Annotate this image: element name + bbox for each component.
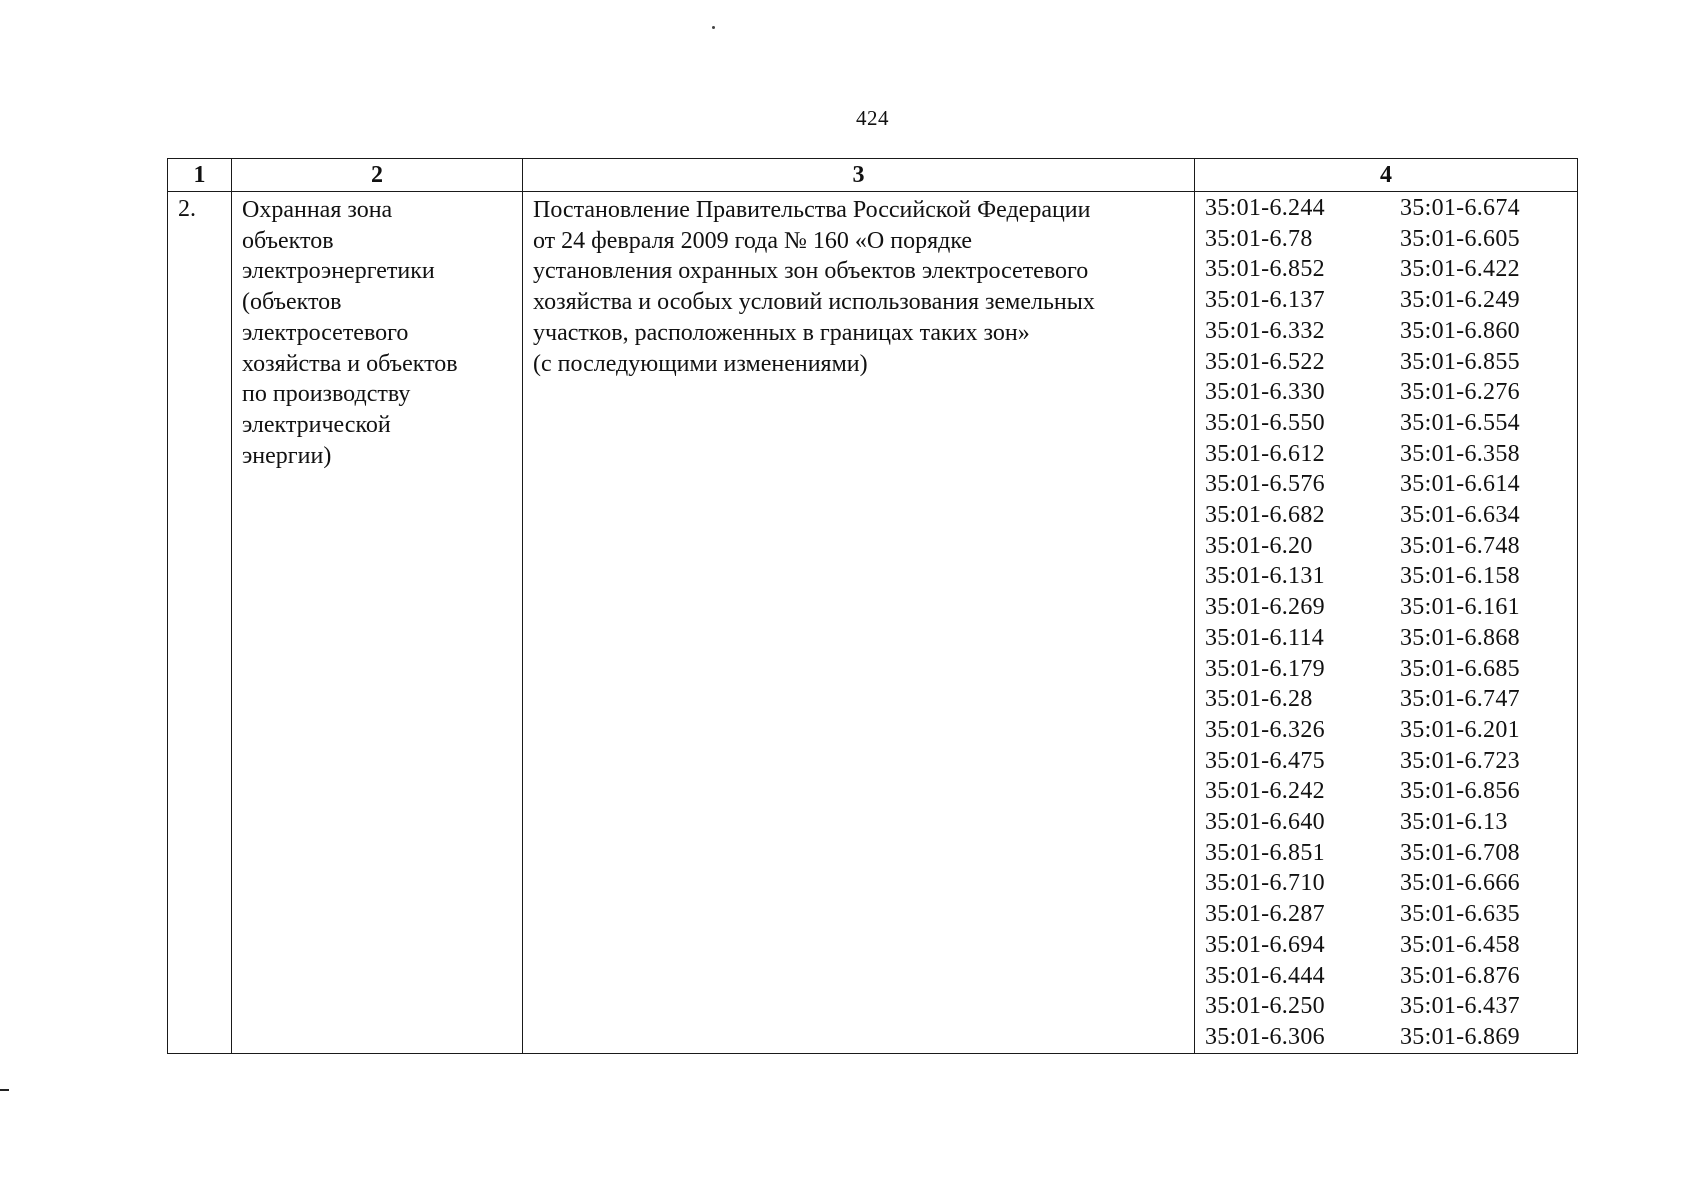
table-header-row xyxy=(168,159,1578,192)
zone-code: 35:01-6.161 xyxy=(1400,594,1520,621)
zone-code: 35:01-6.131 xyxy=(1205,563,1325,590)
zone-code: 35:01-6.20 xyxy=(1205,532,1313,559)
zone-code: 35:01-6.242 xyxy=(1205,778,1325,805)
zone-code: 35:01-6.685 xyxy=(1400,655,1520,682)
table-row xyxy=(168,192,1578,1054)
zone-code: 35:01-6.358 xyxy=(1400,440,1520,467)
zone-code: 35:01-6.666 xyxy=(1400,870,1520,897)
zone-code: 35:01-6.550 xyxy=(1205,409,1325,436)
zone-code: 35:01-6.330 xyxy=(1205,379,1325,406)
zone-code: 35:01-6.554 xyxy=(1400,409,1520,436)
zone-code: 35:01-6.876 xyxy=(1400,962,1520,989)
zone-code: 35:01-6.276 xyxy=(1400,379,1520,406)
zones-table xyxy=(167,158,1578,1054)
zone-code: 35:01-6.694 xyxy=(1205,931,1325,958)
zone-code: 35:01-6.249 xyxy=(1400,287,1520,314)
zone-code: 35:01-6.708 xyxy=(1400,839,1520,866)
zone-code: 35:01-6.244 xyxy=(1205,195,1325,221)
zone-code: 35:01-6.158 xyxy=(1400,563,1520,590)
zone-name: Охранная зона объектов электроэнергетики (объектов электросетевого хозяйства и объектов по производству электрической энергии) xyxy=(232,192,523,1054)
zone-code: 35:01-6.179 xyxy=(1205,655,1325,682)
zone-code: 35:01-6.475 xyxy=(1205,747,1325,774)
header-col-1: 1 xyxy=(168,159,232,192)
zone-code: 35:01-6.605 xyxy=(1400,225,1520,252)
zone-code: 35:01-6.614 xyxy=(1400,471,1520,498)
zone-code: 35:01-6.868 xyxy=(1400,624,1520,651)
zone-code: 35:01-6.856 xyxy=(1400,778,1520,805)
zone-code: 35:01-6.28 xyxy=(1205,686,1313,713)
zone-code: 35:01-6.860 xyxy=(1400,317,1520,344)
scan-dot xyxy=(712,26,715,29)
zone-code: 35:01-6.852 xyxy=(1205,256,1325,283)
zone-codes-list xyxy=(1195,192,1577,1053)
zone-code: 35:01-6.748 xyxy=(1400,532,1520,559)
page-number: 424 xyxy=(856,106,889,130)
header-col-2: 2 xyxy=(232,159,523,192)
zone-codes-cell xyxy=(1195,192,1578,1054)
zone-code: 35:01-6.458 xyxy=(1400,931,1520,958)
zone-code: 35:01-6.855 xyxy=(1400,348,1520,375)
zone-code: 35:01-6.444 xyxy=(1205,962,1325,989)
zone-code: 35:01-6.576 xyxy=(1205,471,1325,498)
header-col-3: 3 xyxy=(523,159,1195,192)
zone-code: 35:01-6.114 xyxy=(1205,624,1325,651)
zone-code: 35:01-6.612 xyxy=(1205,440,1325,467)
zone-code: 35:01-6.682 xyxy=(1205,502,1325,529)
header-col-4: 4 xyxy=(1195,159,1578,192)
zone-code: 35:01-6.710 xyxy=(1205,870,1325,897)
zone-code: 35:01-6.201 xyxy=(1400,716,1520,743)
zone-code: 35:01-6.747 xyxy=(1400,686,1520,713)
zone-code: 35:01-6.869 xyxy=(1400,1023,1520,1050)
zone-code: 35:01-6.287 xyxy=(1205,901,1325,928)
row-number: 2. xyxy=(168,192,232,1054)
zone-code: 35:01-6.634 xyxy=(1400,502,1520,529)
zone-code: 35:01-6.635 xyxy=(1400,901,1520,928)
zone-code: 35:01-6.78 xyxy=(1205,225,1313,252)
zone-code: 35:01-6.437 xyxy=(1400,993,1520,1020)
margin-mark xyxy=(0,1089,9,1091)
zone-code: 35:01-6.326 xyxy=(1205,716,1325,743)
zone-code: 35:01-6.137 xyxy=(1205,287,1325,314)
zone-code: 35:01-6.851 xyxy=(1205,839,1325,866)
zone-code: 35:01-6.723 xyxy=(1400,747,1520,774)
zone-code: 35:01-6.640 xyxy=(1205,809,1325,836)
zone-code: 35:01-6.250 xyxy=(1205,993,1325,1020)
zone-code: 35:01-6.674 xyxy=(1400,195,1520,221)
zone-code: 35:01-6.522 xyxy=(1205,348,1325,375)
zone-code: 35:01-6.13 xyxy=(1400,809,1508,836)
legal-basis: Постановление Правительства Российской Федерации от 24 февраля 2009 года № 160 «О порядке установления охранных зон объектов электросетевого хозяйства и особых условий использования земельных участков, расположенных в границах таких зон» (с последующими изменениями) xyxy=(523,192,1195,1054)
zone-code: 35:01-6.332 xyxy=(1205,317,1325,344)
zone-code: 35:01-6.269 xyxy=(1205,594,1325,621)
zone-code: 35:01-6.422 xyxy=(1400,256,1520,283)
zone-code: 35:01-6.306 xyxy=(1205,1023,1325,1050)
